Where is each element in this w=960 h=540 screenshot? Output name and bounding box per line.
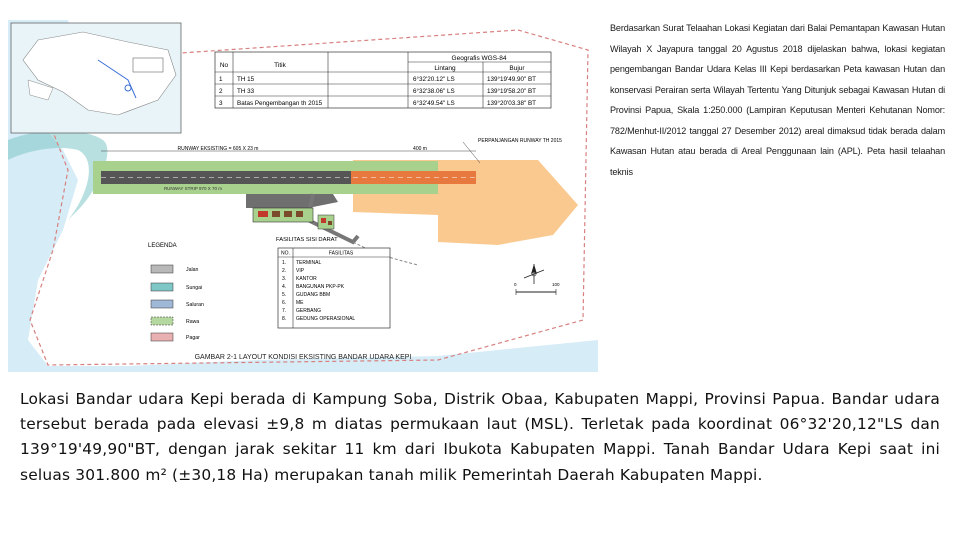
- table-cell: TH 15: [237, 76, 255, 83]
- coordinate-table: [215, 52, 551, 108]
- facility-name: BANGUNAN PKP-PK: [296, 284, 345, 290]
- facility-name: GUDANG BBM: [296, 292, 331, 298]
- table-header-no: No: [219, 62, 229, 69]
- facility-name: GEDUNG OPERASIONAL: [296, 316, 356, 322]
- facility-no: 4.: [282, 284, 287, 290]
- legend-label: Jalan: [186, 267, 199, 273]
- facility-no: 5.: [282, 292, 287, 298]
- legend-label: Pagar: [186, 335, 200, 341]
- facilities-title: FASILITAS SISI DARAT: [276, 237, 338, 243]
- legend-label: Sungai: [186, 285, 203, 291]
- pkp-pk-building: [296, 211, 303, 217]
- runway-strip-label: RUNWAY STRIP 970 X 70 m: [163, 186, 223, 191]
- table-cell: 139°19'58.20" BT: [487, 88, 537, 95]
- table-cell: TH 33: [237, 88, 255, 95]
- runway-extension: [351, 171, 476, 184]
- facilities-header-no: NO.: [281, 250, 290, 257]
- layout-map: [8, 20, 598, 372]
- legend-swatch-fence: [151, 333, 173, 341]
- table-cell: 6°32'49.54" LS: [413, 100, 455, 107]
- legend-label: Rawa: [186, 319, 200, 325]
- table-header-titik: Titik: [274, 62, 286, 69]
- office-building: [284, 211, 292, 217]
- facility-name: GERBANG: [296, 308, 322, 314]
- legend-swatch-swamp: [151, 317, 173, 325]
- legend-swatch-river: [151, 283, 173, 291]
- facility-no: 3.: [282, 276, 287, 282]
- table-header-bujur: Bujur: [509, 65, 525, 72]
- legend-label: Saluran: [186, 302, 204, 308]
- facility-no: 1.: [282, 260, 287, 266]
- facility-no: 8.: [282, 316, 287, 322]
- table-cell: 6°32'20.12" LS: [413, 76, 455, 83]
- table-cell: 1: [219, 76, 223, 83]
- table-group-header: Geografis WGS-84: [451, 55, 507, 62]
- terminal-building: [258, 211, 268, 217]
- fuel-depot-building: [321, 218, 326, 223]
- facility-name: TERMINAL: [296, 260, 322, 266]
- facility-no: 2.: [282, 268, 287, 274]
- scale-end: 100: [552, 282, 560, 287]
- legend-swatch-road: [151, 265, 173, 273]
- facility-name: KANTOR: [296, 276, 317, 282]
- me-building: [328, 221, 332, 225]
- table-cell: Batas Pengembangan th 2015: [237, 100, 323, 107]
- inset-label-box: [133, 58, 163, 72]
- extension-length-label: 400 m: [413, 146, 427, 152]
- body-paragraph: Lokasi Bandar udara Kepi berada di Kampung Soba, Distrik Obaa, Kabupaten Mappi, Provinsi Papua. Bandar udara tersebut berada pada elevasi ±9,8 m diatas permukaan laut (MSL). Terletak pada koordinat 06°32'20,12"LS dan 139°19'49,90"BT, dengan jarak sekitar 11 km dari Ibukota Kabupaten Mappi. Tanah Bandar Udara Kepi saat ini seluas 301.800 m² (±30,18 Ha) merupakan tanah milik Pemerintah Daerah Kabupaten Mappi.: [20, 390, 940, 484]
- facility-name: VIP: [296, 268, 305, 274]
- table-cell: 2: [219, 88, 223, 95]
- legend-title: LEGENDA: [148, 243, 177, 249]
- runway-label: RUNWAY EKSISTING = 605 X 23 m: [177, 146, 259, 152]
- scale-start: 0: [514, 282, 517, 287]
- side-paragraph: Berdasarkan Surat Telaahan Lokasi Kegiatan dari Balai Pemantapan Kawasan Hutan Wilayah X Jayapura tanggal 20 Agustus 2018 dijelaskan bahwa, lokasi kegiatan pengembangan Bandar Udara Kelas III Kepi berdasarkan Peta kawasan Hutan dan konservasi Perairan serta Wilayah Tertentu Yang Ditunjuk sebagai Kawasan Hutan di Provinsi Papua, Skala 1:250.000 (Lampiran Keputusan Menteri Kehutanan Nomor: 782/Menhut-II/2012 tanggal 27 Desember 2012) areal dimaksud tidak berada dalam Kawasan Hutan atau berada di Areal Penggunaan lain (APL). Peta hasil telaahan teknis: [610, 23, 945, 177]
- vip-building: [272, 211, 280, 217]
- figure-caption: GAMBAR 2-1 LAYOUT KONDISI EKSISTING BANDAR UDARA KEPI: [194, 354, 412, 361]
- table-cell: 6°32'38.06" LS: [413, 88, 455, 95]
- facility-no: 7.: [282, 308, 287, 314]
- facilities-header-name: FASILITAS: [328, 250, 354, 257]
- table-cell: 139°20'03.38" BT: [487, 100, 537, 107]
- legend-swatch-channel: [151, 300, 173, 308]
- facility-no: 6.: [282, 300, 287, 306]
- table-cell: 139°19'49.90" BT: [487, 76, 537, 83]
- airport-layout-figure: [8, 20, 598, 372]
- table-header-lintang: Lintang: [434, 65, 456, 72]
- extension-label: PERPANJANGAN RUNWAY TH 2015: [478, 138, 562, 144]
- facilities-table: [278, 248, 390, 328]
- table-cell: 3: [219, 100, 223, 107]
- facility-name: ME: [296, 300, 304, 306]
